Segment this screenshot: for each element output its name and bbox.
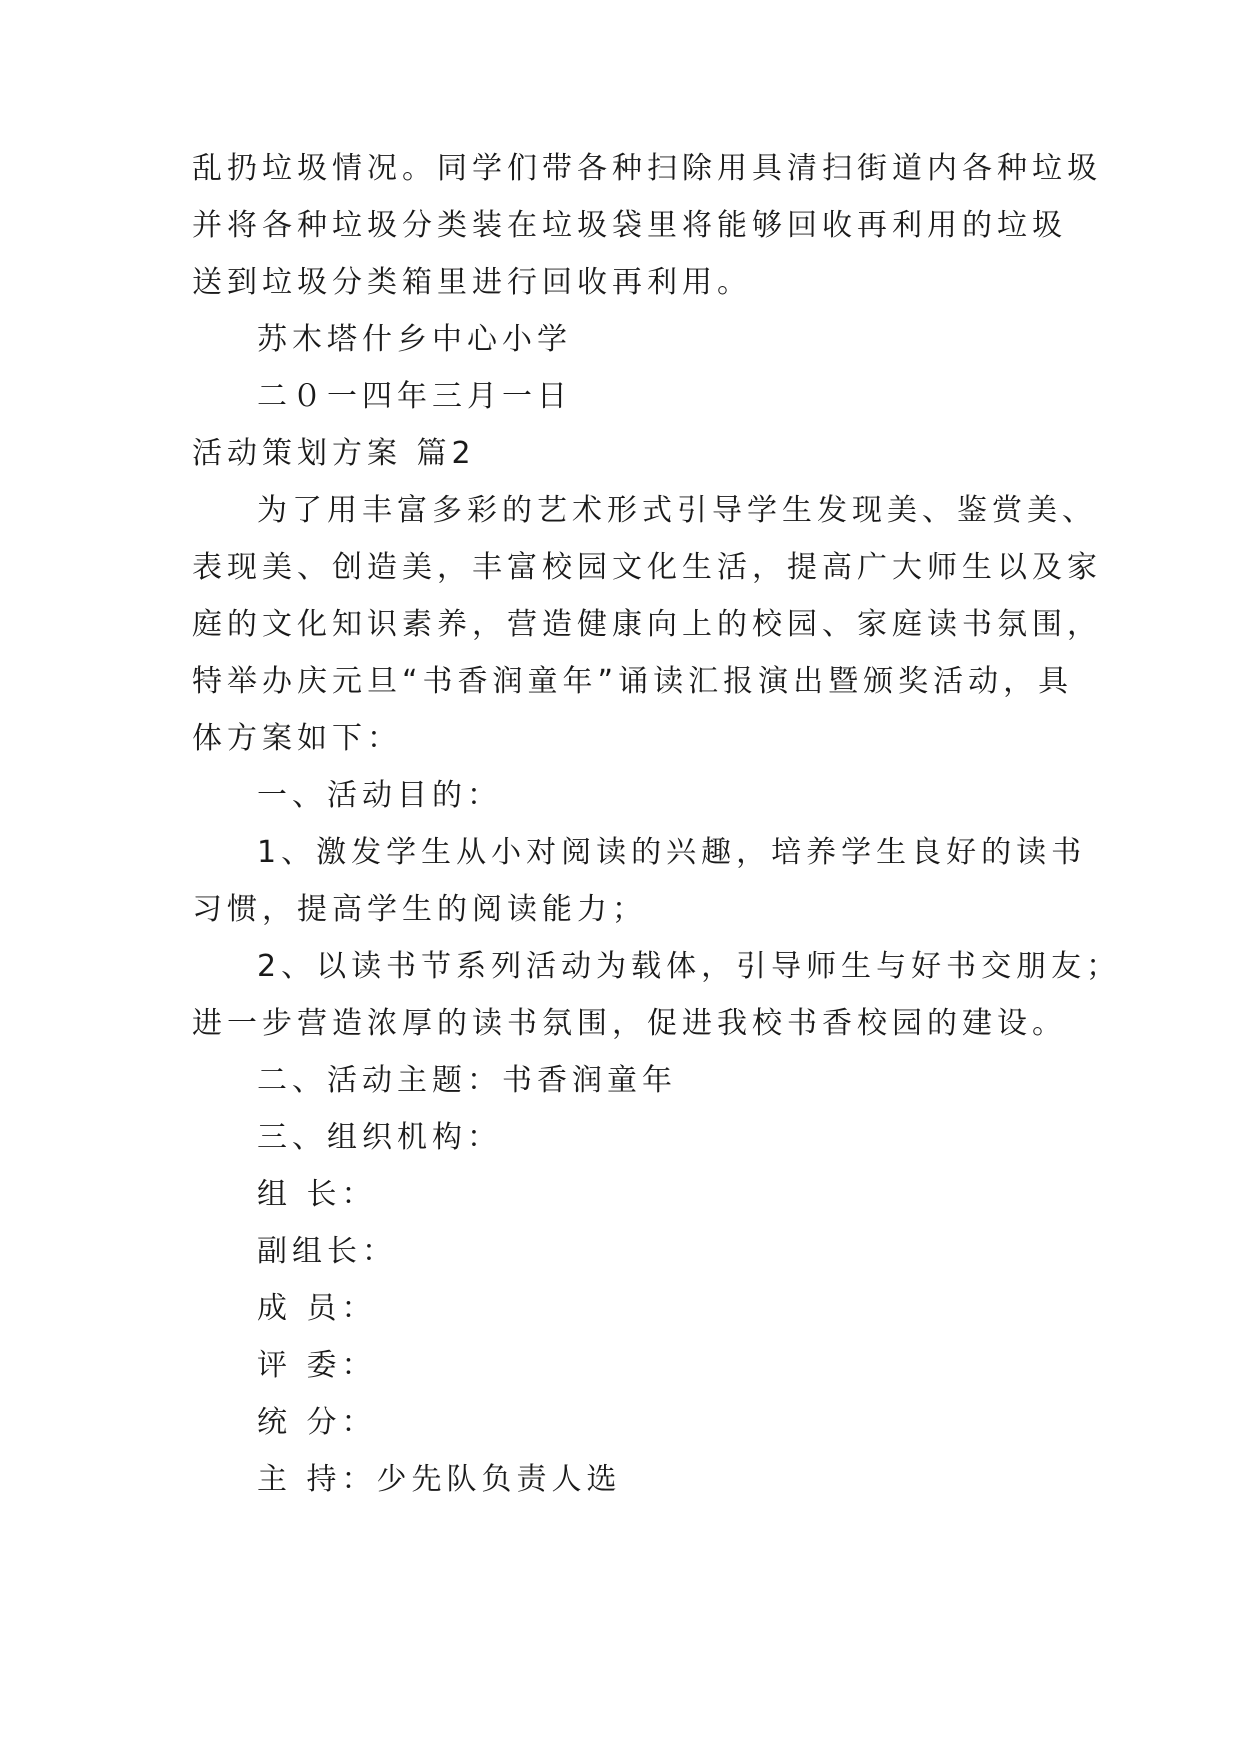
text-line: 送到垃圾分类箱里进行回收再利用。	[192, 265, 752, 300]
text-line: 进一步营造浓厚的读书氛围，促进我校书香校园的建设。	[192, 1006, 1067, 1041]
list-item: 组 长：	[257, 1177, 377, 1212]
text-line: 习惯，提高学生的阅读能力；	[192, 892, 647, 927]
text-line: 并将各种垃圾分类装在垃圾袋里将能够回收再利用的垃圾	[192, 208, 1067, 243]
list-item: 评 委：	[257, 1348, 377, 1383]
list-item: 统 分：	[257, 1405, 377, 1440]
text-line: 乱扔垃圾情况。同学们带各种扫除用具清扫街道内各种垃圾	[192, 151, 1102, 186]
list-item: 成 员：	[257, 1291, 377, 1326]
text-line: 为了用丰富多彩的艺术形式引导学生发现美、鉴赏美、	[257, 493, 1097, 528]
subheading: 一、活动目的：	[257, 778, 502, 813]
school-name: 苏木塔什乡中心小学	[257, 322, 572, 357]
date-line: 二０一四年三月一日	[257, 379, 572, 414]
text-line: 表现美、创造美，丰富校园文化生活，提高广大师生以及家	[192, 550, 1102, 585]
text-line: 2、以读书节系列活动为载体，引导师生与好书交朋友；	[257, 949, 1122, 984]
section-heading: 活动策划方案 篇2	[192, 436, 476, 471]
text-line: 1、激发学生从小对阅读的兴趣，培养学生良好的读书	[257, 835, 1087, 870]
text-line: 特举办庆元旦“书香润童年”诵读汇报演出暨颁奖活动，具	[192, 664, 1074, 699]
text-line: 体方案如下：	[192, 721, 402, 756]
text-line: 庭的文化知识素养，营造健康向上的校园、家庭读书氛围，	[192, 607, 1102, 642]
list-item: 副组长：	[257, 1234, 397, 1269]
subheading: 三、组织机构：	[257, 1120, 502, 1155]
list-item: 主 持：少先队负责人选	[257, 1462, 622, 1497]
subheading: 二、活动主题：书香润童年	[257, 1063, 677, 1098]
